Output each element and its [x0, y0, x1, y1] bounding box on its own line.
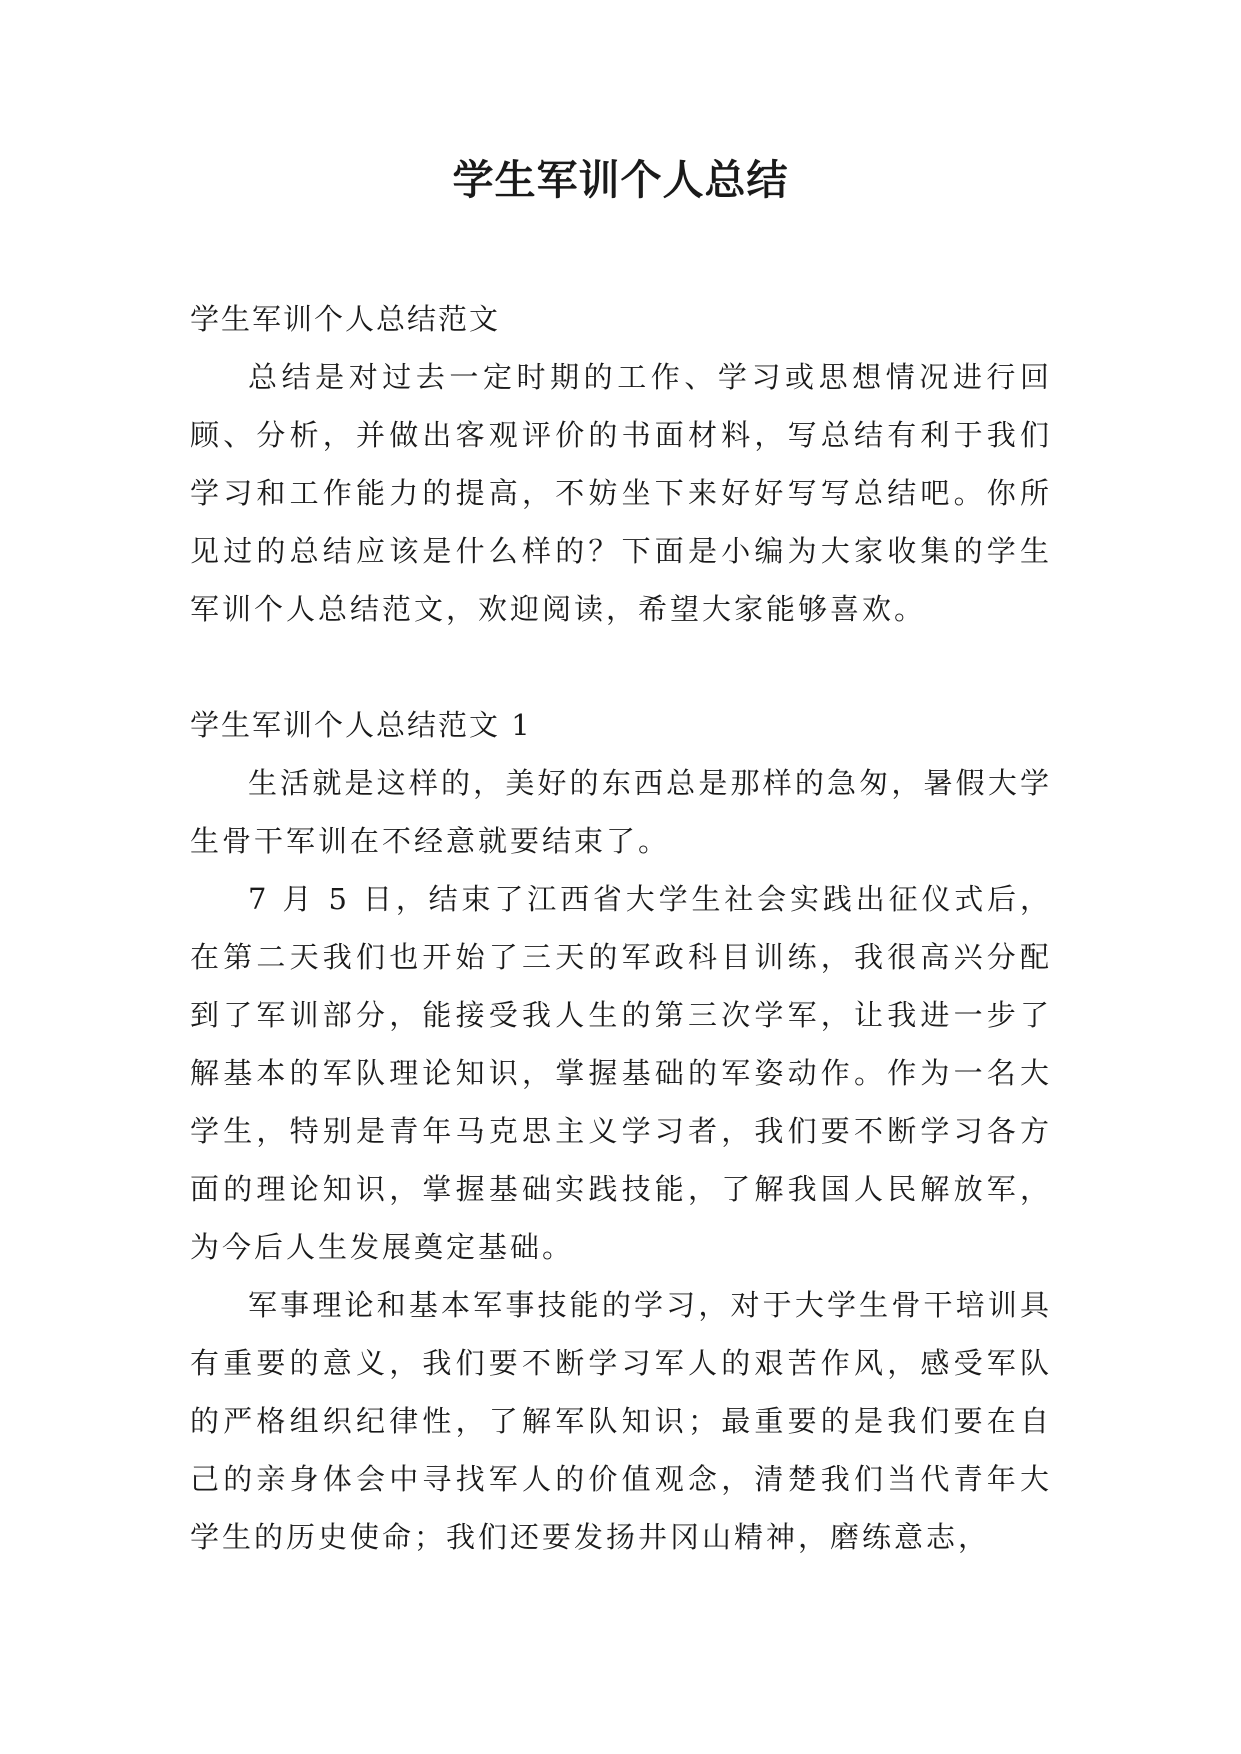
- document-body: [190, 290, 1052, 1566]
- body-paragraph: 7 月 5 日，结束了江西省大学生社会实践出征仪式后，在第二天我们也开始了三天的军政科目训练，我很高兴分配到了军训部分，能接受我人生的第三次学军，让我进一步了解基本的军队理论知识，掌握基础的军姿动作。作为一名大学生，特别是青年马克思主义学习者，我们要不断学习各方面的理论知识，掌握基础实践技能，了解我国人民解放军，为今后人生发展奠定基础。: [190, 882, 1052, 1264]
- section-heading: 学生军训个人总结范文 1: [190, 708, 532, 742]
- intro-heading: 学生军训个人总结范文: [190, 302, 501, 336]
- document-title: 学生军训个人总结: [452, 156, 789, 204]
- section-spacer: [190, 638, 1052, 696]
- body-paragraph: 军事理论和基本军事技能的学习，对于大学生骨干培训具有重要的意义，我们要不断学习军人的艰苦作风，感受军队的严格组织纪律性，了解军队知识；最重要的是我们要在自己的亲身体会中寻找军人的价值观念，清楚我们当代青年大学生的历史使命；我们还要发扬井冈山精神，磨练意志，: [190, 1288, 1052, 1554]
- body-paragraph: 生活就是这样的，美好的东西总是那样的急匆，暑假大学生骨干军训在不经意就要结束了。: [190, 766, 1052, 858]
- intro-paragraph: 总结是对过去一定时期的工作、学习或思想情况进行回顾、分析，并做出客观评价的书面材料，写总结有利于我们学习和工作能力的提高，不妨坐下来好好写写总结吧。你所见过的总结应该是什么样的？下面是小编为大家收集的学生军训个人总结范文，欢迎阅读，希望大家能够喜欢。: [190, 360, 1052, 626]
